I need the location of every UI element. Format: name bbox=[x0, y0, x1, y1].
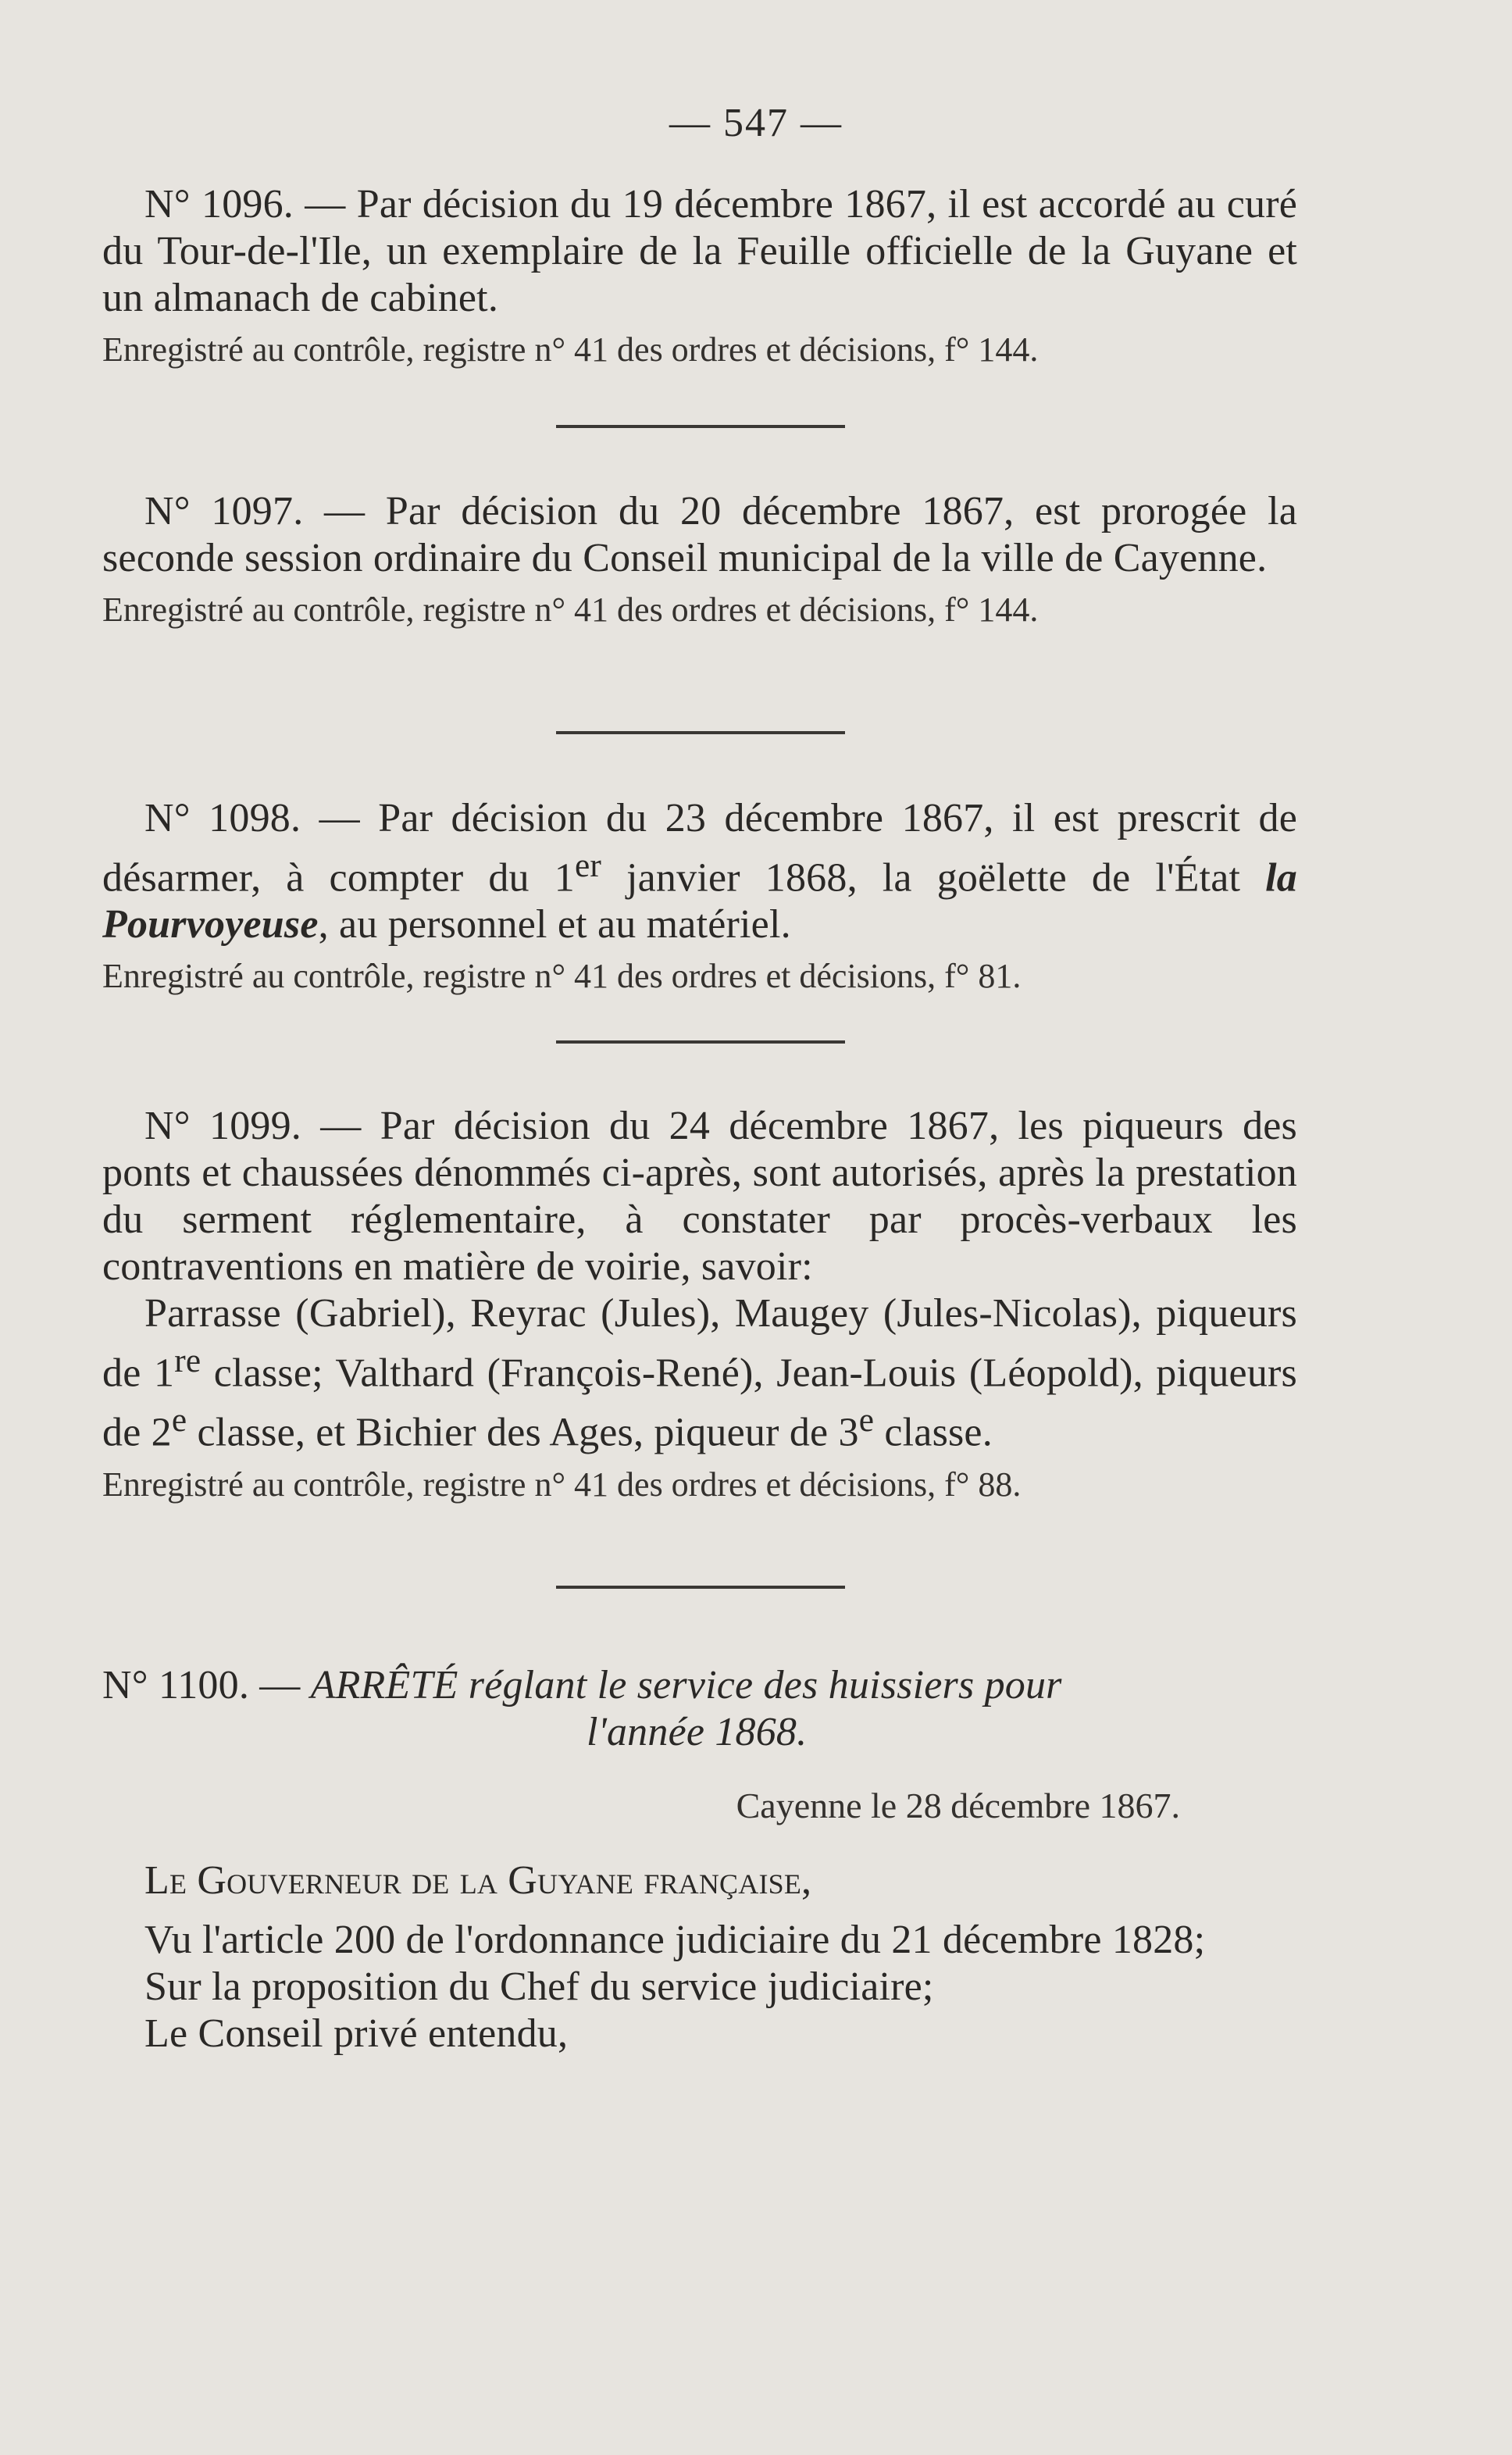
arrete-title-line2: l'année 1868. bbox=[587, 1710, 808, 1754]
entry-text bbox=[102, 795, 1297, 948]
entry-text: N° 1096. — Par décision du 19 décembre 1867, il est accordé au curé du Tour-de-l'Ile, un exemplaire de la Feuille officielle de la Guyane et un almanach de cabinet. bbox=[102, 182, 1297, 320]
vu-clause: Vu l'article 200 de l'ordonnance judiciaire du 21 décembre 1828; bbox=[144, 1918, 1206, 1962]
text-segment: , au personnel et au matériel. bbox=[318, 902, 791, 947]
text-segment: classe; Valthard (François-René), Jean-Louis (Léopold), piqueurs de 2 bbox=[102, 1351, 1297, 1455]
section-divider bbox=[556, 731, 845, 734]
superscript: e bbox=[171, 1401, 187, 1440]
ship-name: la Pourvoyeuse bbox=[102, 855, 1297, 947]
conseil-clause: Le Conseil privé entendu, bbox=[144, 2011, 569, 2056]
entry-1098 bbox=[102, 795, 1297, 1000]
entry-list bbox=[102, 1290, 1297, 1457]
page-number: — 547 — bbox=[669, 101, 843, 145]
registration-note: Enregistré au contrôle, registre n° 41 des ordres et décisions, f° 81. bbox=[102, 957, 1022, 996]
sur-clause: Sur la proposition du Chef du service judiciaire; bbox=[144, 1964, 934, 2009]
registration-note: Enregistré au contrôle, registre n° 41 des ordres et décisions, f° 144. bbox=[102, 591, 1039, 629]
text-segment: classe. bbox=[874, 1410, 993, 1455]
arrete-title: ARRÊTÉ réglant le service des huissiers pour bbox=[310, 1663, 1062, 1707]
text-segment: janvier 1868, la goëlette de l'État bbox=[601, 855, 1266, 901]
text-segment: N° 1098. — Par décision du 23 décembre 1867, il est prescrit de désarmer, à compter du 1 bbox=[102, 796, 1297, 901]
dateline: Cayenne le 28 décembre 1867. bbox=[736, 1786, 1180, 1825]
text-segment: classe, et Bichier des Ages, piqueur de 3 bbox=[187, 1410, 859, 1455]
entry-1099 bbox=[102, 1103, 1297, 1508]
superscript: er bbox=[574, 847, 601, 884]
section-divider bbox=[556, 1586, 845, 1589]
entry-1096 bbox=[102, 181, 1297, 373]
section-divider bbox=[556, 425, 845, 428]
entry-text: N° 1097. — Par décision du 20 décembre 1867, est prorogée la seconde session ordinaire du Conseil municipal de la ville de Cayenne. bbox=[102, 489, 1297, 580]
text-segment: Parrasse (Gabriel), Reyrac (Jules), Maugey (Jules-Nicolas), piqueurs de 1 bbox=[102, 1291, 1297, 1396]
arrete-1100 bbox=[102, 1662, 1297, 2057]
registration-note: Enregistré au contrôle, registre n° 41 des ordres et décisions, f° 144. bbox=[102, 330, 1039, 369]
governor-line: Le Gouverneur de la Guyane française, bbox=[144, 1858, 812, 1903]
arrete-number: N° 1100. — bbox=[102, 1663, 311, 1707]
superscript: e bbox=[858, 1401, 875, 1440]
superscript: re bbox=[174, 1342, 201, 1379]
section-divider bbox=[556, 1040, 845, 1044]
arrete-heading bbox=[102, 1662, 1297, 1709]
entry-text: N° 1099. — Par décision du 24 décembre 1867, les piqueurs des ponts et chaussées dénommés ci-après, sont autorisés, après la prestation du serment réglementaire, à constater par procès-verbaux les contraventions en matière de voirie, savoir: bbox=[102, 1104, 1297, 1289]
entry-1097 bbox=[102, 488, 1297, 633]
registration-note: Enregistré au contrôle, registre n° 41 des ordres et décisions, f° 88. bbox=[102, 1465, 1022, 1504]
